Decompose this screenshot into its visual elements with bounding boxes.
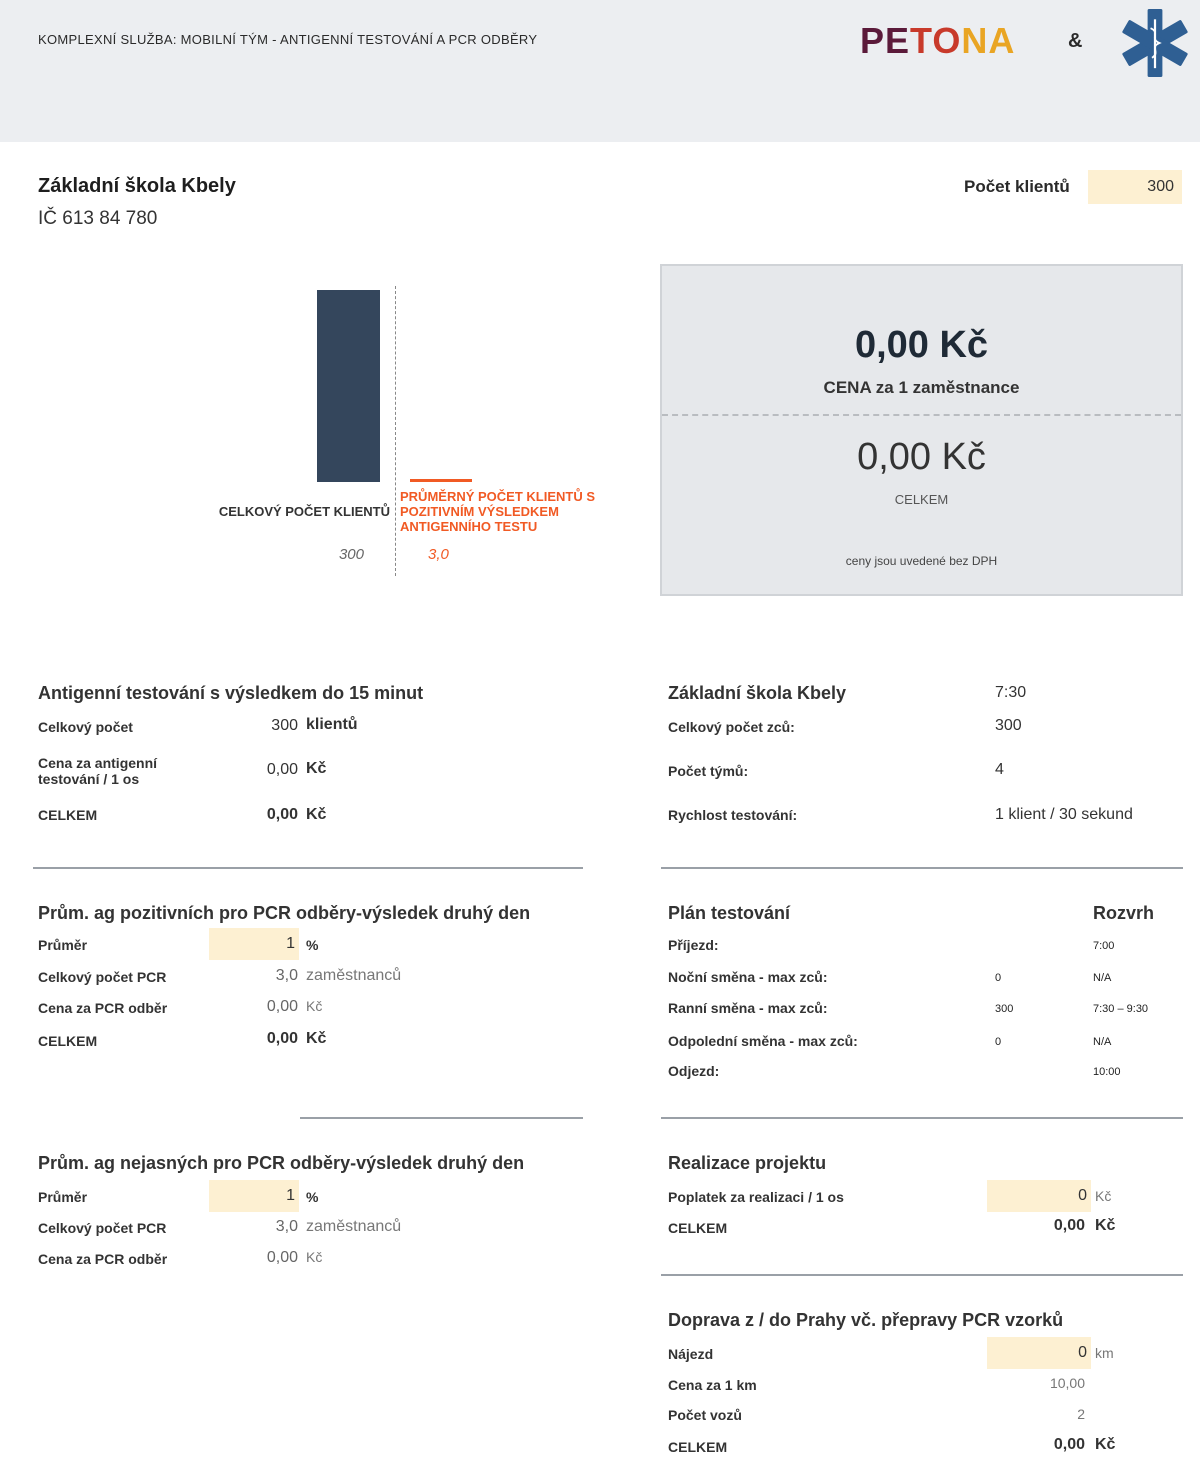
antigen-price-value: 0,00 <box>266 761 298 778</box>
transport-total-label: CELKEM <box>668 1439 728 1455</box>
per-employee-price: 0,00 Kč <box>854 324 989 366</box>
pcr-positive-price-value: 0,00 <box>266 998 298 1015</box>
transport-total-value: 0,00 <box>1053 1436 1085 1453</box>
vat-note: ceny jsou uvedené bez DPH <box>845 554 998 568</box>
school-info-speed-label: Rychlost testování: <box>668 807 798 823</box>
realization-fee-input[interactable]: 0 <box>987 1180 1091 1212</box>
antigen-price-unit: Kč <box>306 760 327 777</box>
plan-night-count: 0 <box>995 972 1002 984</box>
transport-distance-unit: km <box>1095 1345 1114 1361</box>
antigen-count-label: Celkový počet <box>38 719 133 735</box>
realization-total-value: 0,00 <box>1053 1217 1085 1234</box>
divider <box>661 1117 1183 1119</box>
plan-night-time: N/A <box>1093 972 1112 984</box>
pcr-positive-total-unit: Kč <box>306 1030 327 1047</box>
pcr-positive-total-label: CELKEM <box>38 1033 98 1049</box>
header-title: KOMPLEXNÍ SLUŽBA: MOBILNÍ TÝM - ANTIGENNÍ TESTOVÁNÍ A PCR ODBĚRY <box>38 32 538 47</box>
divider <box>300 1117 583 1119</box>
client-name: Základní škola Kbely <box>38 175 236 197</box>
plan-arrival-label: Příjezd: <box>668 937 719 953</box>
pcr-unclear-count-value: 3,0 <box>275 1218 298 1235</box>
pcr-positive-count-label: Celkový počet PCR <box>38 969 167 985</box>
school-info-teams-value: 4 <box>995 761 1004 778</box>
antigen-count-unit: klientů <box>306 716 358 733</box>
antigen-total-unit: Kč <box>306 806 327 823</box>
transport-vehicles-value: 2 <box>1077 1406 1085 1422</box>
transport-title: Doprava z / do Prahy vč. přepravy PCR vzorků <box>668 1310 1064 1330</box>
plan-schedule-header: Rozvrh <box>1093 903 1155 923</box>
pcr-unclear-price-unit: Kč <box>306 1249 323 1265</box>
realization-fee-label: Poplatek za realizaci / 1 os <box>668 1189 844 1205</box>
school-info-teams-label: Počet týmů: <box>668 763 749 779</box>
antigen-title: Antigenní testování s výsledkem do 15 minut <box>38 683 424 703</box>
ampersand: & <box>1068 30 1083 52</box>
petona-logo: PETONA <box>860 20 1016 61</box>
transport-distance-label: Nájezd <box>668 1346 714 1362</box>
plan-departure-time: 10:00 <box>1093 1066 1121 1078</box>
transport-vehicles-label: Počet vozů <box>668 1407 742 1423</box>
transport-total-unit: Kč <box>1095 1436 1116 1453</box>
pcr-positive-average-unit: % <box>306 937 319 953</box>
value-positive-clients: 3,0 <box>428 546 449 563</box>
antigen-total-value: 0,00 <box>266 806 298 823</box>
pcr-unclear-average-unit: % <box>306 1189 319 1205</box>
pcr-unclear-count-unit: zaměstnanců <box>306 1218 402 1235</box>
label-total-clients: CELKOVÝ POČET KLIENTŮ <box>218 504 390 519</box>
school-info-speed-value: 1 klient / 30 sekund <box>995 806 1133 823</box>
school-info-count-value: 300 <box>995 717 1022 734</box>
summary-divider <box>662 414 1181 416</box>
bar-total-clients <box>317 290 380 482</box>
client-count-label: Počet klientů <box>964 177 1070 196</box>
pcr-positive-title: Prům. ag pozitivních pro PCR odběry-výsledek druhý den <box>38 903 531 923</box>
plan-departure-label: Odjezd: <box>668 1063 720 1079</box>
price-summary-box <box>660 264 1183 596</box>
client-ic: IČ 613 84 780 <box>38 208 158 229</box>
pcr-positive-price-label: Cena za PCR odběr <box>38 1000 168 1016</box>
plan-afternoon-label: Odpolední směna - max zců: <box>668 1033 858 1049</box>
total-caption: CELKEM <box>894 492 949 507</box>
plan-arrival-time: 7:00 <box>1093 940 1115 952</box>
plan-afternoon-time: N/A <box>1093 1036 1112 1048</box>
pcr-positive-count-unit: zaměstnanců <box>306 967 402 984</box>
divider <box>661 867 1183 869</box>
pcr-unclear-price-value: 0,00 <box>266 1249 298 1266</box>
pcr-positive-average-input[interactable]: 1 <box>209 928 299 960</box>
plan-afternoon-count: 0 <box>995 1036 1002 1048</box>
client-count-input[interactable]: 300 <box>1088 170 1182 204</box>
realization-fee-unit: Kč <box>1095 1188 1112 1204</box>
pcr-unclear-price-label: Cena za PCR odběr <box>38 1251 168 1267</box>
bar-positive-clients <box>410 479 472 482</box>
label-positive-clients: PRŮMĚRNÝ POČET KLIENTŮ S POZITIVNÍM VÝSLEDKEM ANTIGENNÍHO TESTU <box>400 489 596 534</box>
plan-morning-label: Ranní směna - max zců: <box>668 1000 828 1016</box>
page-header <box>0 0 1200 142</box>
plan-night-label: Noční směna - max zců: <box>668 969 828 985</box>
pcr-positive-total-value: 0,00 <box>266 1030 298 1047</box>
per-employee-caption: CENA za 1 zaměstnance <box>823 378 1020 397</box>
realization-total-unit: Kč <box>1095 1217 1116 1234</box>
school-info-time: 7:30 <box>995 684 1027 701</box>
pcr-unclear-average-label: Průměr <box>38 1189 88 1205</box>
pcr-unclear-count-label: Celkový počet PCR <box>38 1220 167 1236</box>
transport-distance-input[interactable]: 0 <box>987 1337 1091 1369</box>
school-info-title: Základní škola Kbely <box>668 683 847 703</box>
divider <box>661 1274 1183 1276</box>
pcr-unclear-title: Prům. ag nejasných pro PCR odběry-výsledek druhý den <box>38 1153 525 1173</box>
realization-title: Realizace projektu <box>668 1153 827 1173</box>
transport-price-label: Cena za 1 km <box>668 1377 757 1393</box>
realization-total-label: CELKEM <box>668 1220 728 1236</box>
pcr-positive-average-label: Průměr <box>38 937 88 953</box>
pcr-positive-count-value: 3,0 <box>275 967 298 984</box>
antigen-price-label: Cena za antigenní testování / 1 os <box>38 755 158 787</box>
antigen-count-value: 300 <box>271 717 298 734</box>
pcr-unclear-average-input[interactable]: 1 <box>209 1180 299 1212</box>
transport-price-value: 10,00 <box>1049 1375 1085 1391</box>
pcr-positive-price-unit: Kč <box>306 998 323 1014</box>
plan-title: Plán testování <box>668 903 791 923</box>
chart-divider <box>395 286 396 576</box>
value-total-clients: 300 <box>338 546 364 563</box>
total-price: 0,00 Kč <box>857 436 986 478</box>
antigen-total-label: CELKEM <box>38 807 98 823</box>
school-info-count-label: Celkový počet zců: <box>668 719 795 735</box>
star-of-life-icon <box>1118 6 1192 80</box>
plan-morning-count: 300 <box>995 1003 1014 1015</box>
plan-morning-time: 7:30 – 9:30 <box>1093 1003 1149 1015</box>
divider <box>33 867 583 869</box>
